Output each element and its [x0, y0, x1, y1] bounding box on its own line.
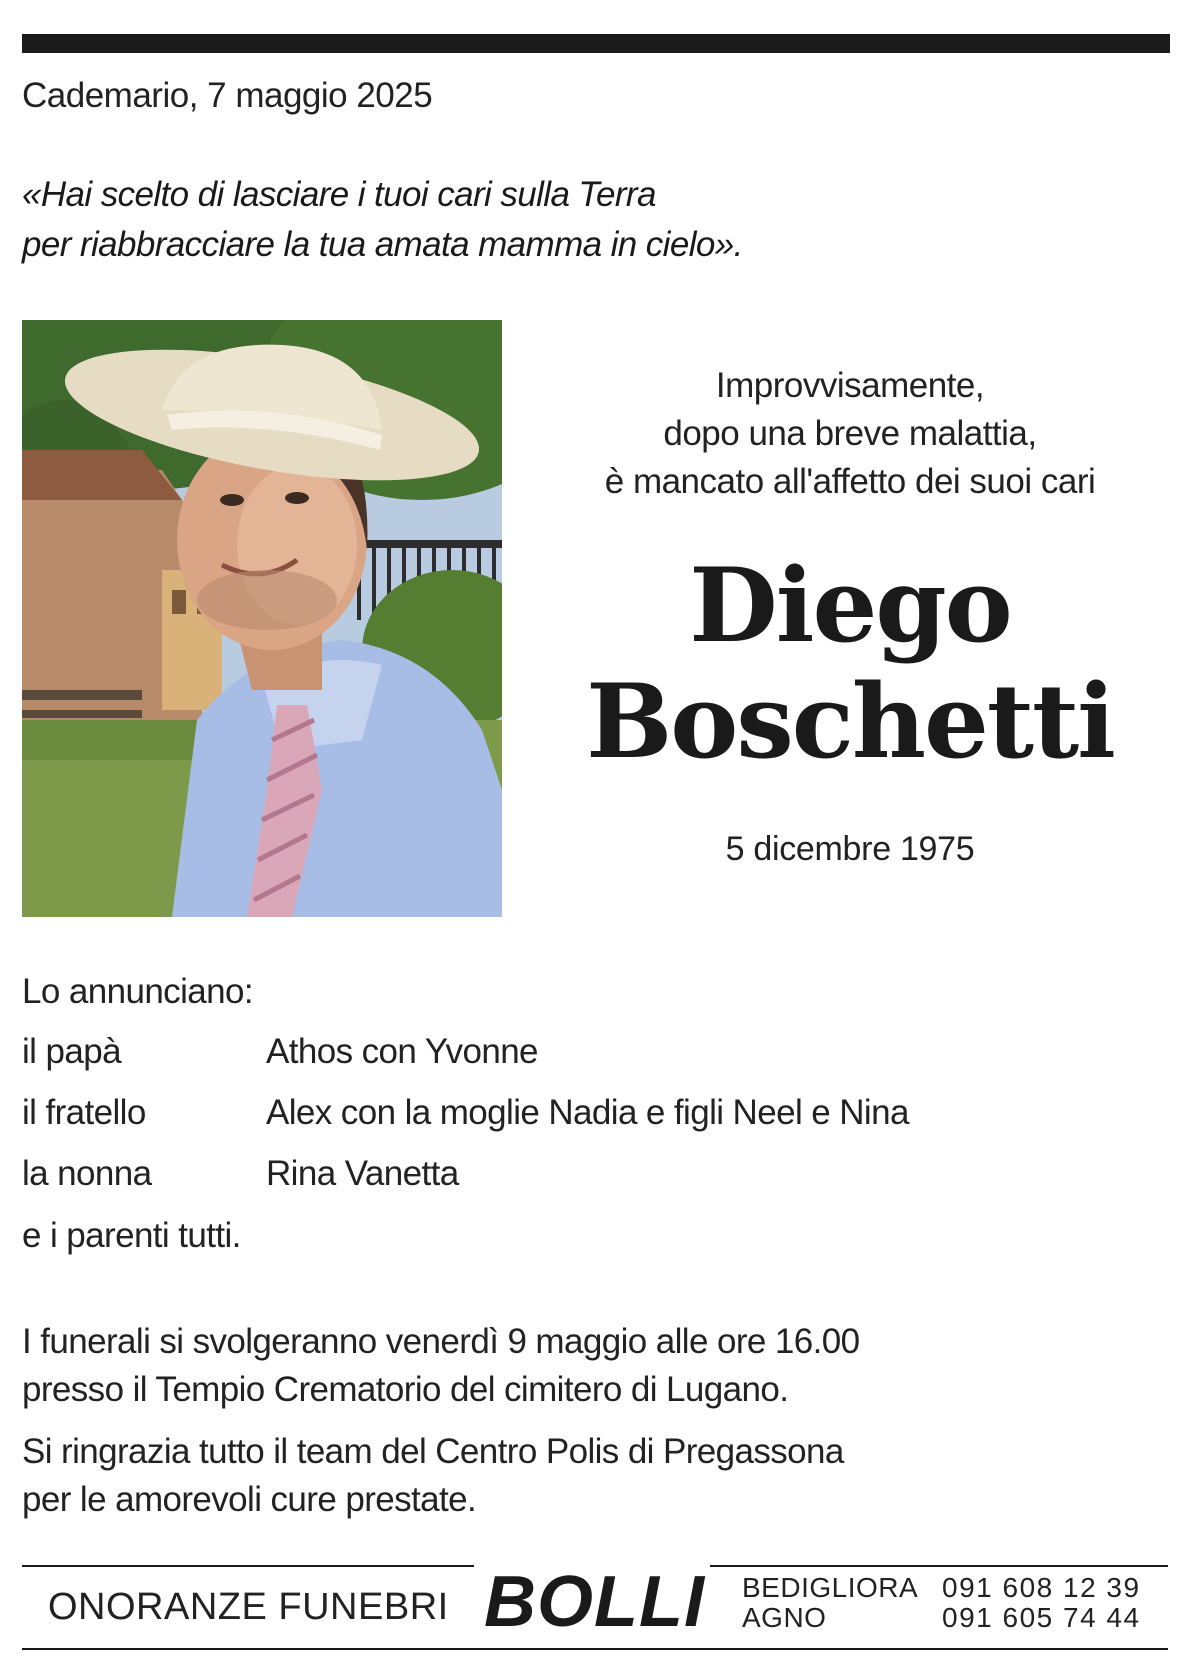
- funeral-line: presso il Tempio Crematorio del cimitero di Lugano.: [22, 1370, 789, 1409]
- place-date: Cademario, 7 maggio 2025: [22, 76, 433, 115]
- announcement-text: [540, 362, 1160, 506]
- quote-line: «Hai scelto di lasciare i tuoi cari sulla Terra: [22, 175, 656, 214]
- branch-phone: 091 608 12 39: [942, 1572, 1141, 1603]
- relative-names: Alex con la moglie Nadia e figli Neel e Nina: [266, 1093, 909, 1132]
- memorial-quote: [22, 170, 743, 270]
- announcement-line: è mancato all'affetto dei suoi cari: [604, 462, 1096, 501]
- announcement-line: Improvvisamente,: [715, 366, 985, 405]
- funeral-line: I funerali si svolgeranno venerdì 9 maggio alle ore 16.00: [22, 1322, 860, 1361]
- portrait-photo: [22, 320, 502, 917]
- funeral-home-brand: BOLLI: [484, 1562, 705, 1642]
- funeral-info: [22, 1318, 859, 1414]
- thanks-note: [22, 1428, 844, 1524]
- top-rule: [22, 34, 1170, 53]
- first-name: Diego: [689, 546, 1011, 666]
- relative-role: il papà: [22, 1032, 121, 1071]
- thanks-line: Si ringrazia tutto il team del Centro Polis di Pregassona: [22, 1432, 844, 1471]
- relative-names: Rina Vanetta: [266, 1154, 459, 1193]
- branch-phone: 091 605 74 44: [942, 1602, 1141, 1633]
- deceased-name: [540, 548, 1160, 780]
- relative-role: la nonna: [22, 1154, 152, 1193]
- mourners-closing: e i parenti tutti.: [22, 1216, 241, 1255]
- relative-names: Athos con Yvonne: [266, 1032, 538, 1071]
- funeral-home-title: ONORANZE FUNEBRI: [48, 1586, 449, 1628]
- announcement-line: dopo una breve malattia,: [663, 414, 1037, 453]
- relative-role: il fratello: [22, 1093, 146, 1132]
- footer-rule: [710, 1565, 1168, 1567]
- birth-date: 5 dicembre 1975: [725, 830, 975, 868]
- footer-rule: [22, 1565, 474, 1567]
- footer-rule: [22, 1648, 1168, 1650]
- branch-location: AGNO: [742, 1602, 827, 1633]
- quote-line: per riabbracciare la tua amata mamma in cielo».: [22, 225, 743, 264]
- branch-location: BEDIGLIORA: [742, 1572, 919, 1603]
- thanks-line: per le amorevoli cure prestate.: [22, 1480, 477, 1519]
- mourners-intro: Lo annunciano:: [22, 972, 253, 1011]
- last-name: Boschetti: [586, 662, 1114, 782]
